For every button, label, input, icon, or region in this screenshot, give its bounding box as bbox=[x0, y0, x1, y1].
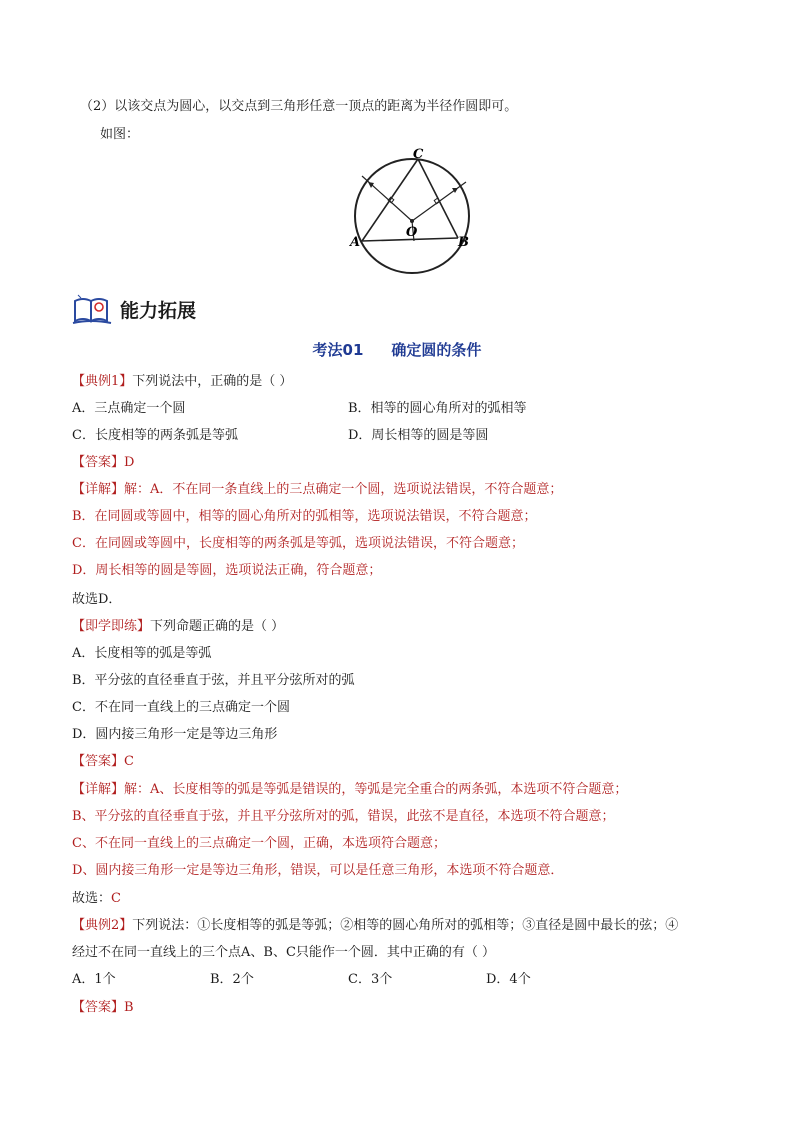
arrow-left bbox=[368, 182, 374, 188]
book-icon bbox=[72, 293, 112, 325]
ex1-detail-line-4: D．周长相等的圆是等圆，选项说法正确，符合题意； bbox=[72, 563, 382, 578]
practice-tag: 【即学即练】 bbox=[72, 619, 151, 634]
label-a: A bbox=[350, 235, 361, 250]
ex1-question bbox=[72, 373, 292, 391]
practice-answer-tag: 【答案】 bbox=[72, 754, 125, 769]
intro-step2: （2）以该交点为圆心，以交点到三角形任意一顶点的距离为半径作圆即可。 bbox=[80, 99, 518, 114]
practice-detail-line-1 bbox=[72, 781, 627, 799]
practice-question bbox=[72, 618, 284, 636]
practice-detail-text-1: 解：A、长度相等的弧是等弧是错误的，等弧是完全重合的两条弧，本选项不符合题意； bbox=[124, 782, 628, 797]
practice-question-text: 下列命题正确的是（ ） bbox=[150, 619, 285, 634]
ex2-question-line-1 bbox=[72, 917, 678, 935]
ex1-answer-value: D bbox=[124, 455, 135, 470]
ex2-answer-value: B bbox=[124, 1000, 134, 1015]
ex1-detail-line-1 bbox=[72, 481, 562, 499]
ex1-option-b: B．相等的圆心角所对的弧相等 bbox=[348, 401, 527, 416]
ex1-option-a: A．三点确定一个圆 bbox=[72, 401, 186, 416]
practice-answer-value: C bbox=[124, 754, 134, 769]
practice-option-b: B．平分弦的直径垂直于弦，并且平分弦所对的弧 bbox=[72, 673, 355, 688]
ex2-option-a: A．1个 bbox=[72, 972, 116, 987]
section-title: 能力拓展 bbox=[120, 299, 197, 322]
ex1-option-c: C．长度相等的两条弧是等弧 bbox=[72, 428, 238, 443]
practice-conclusion bbox=[72, 890, 121, 908]
practice-conclusion-prefix: 故选： bbox=[72, 891, 112, 906]
ex2-option-b: B．2个 bbox=[210, 972, 254, 987]
ex2-option-c: C．3个 bbox=[348, 972, 393, 987]
ex1-tag: 【典例1】 bbox=[72, 374, 133, 389]
practice-option-a: A．长度相等的弧是等弧 bbox=[72, 646, 212, 661]
ex2-answer-tag: 【答案】 bbox=[72, 1000, 125, 1015]
intro-as-figure: 如图： bbox=[100, 127, 140, 142]
practice-detail-line-3: C、不在同一直线上的三点确定一个圆，正确，本选项符合题意； bbox=[72, 836, 446, 851]
label-b: B bbox=[458, 235, 469, 250]
kaofa-title: 确定圆的条件 bbox=[391, 341, 482, 359]
label-o: O bbox=[406, 225, 418, 240]
kaofa-number: 考法01 bbox=[312, 341, 364, 359]
ex1-detail-line-2: B．在同圆或等圆中，相等的圆心角所对的弧相等，选项说法错误，不符合题意； bbox=[72, 509, 537, 524]
practice-answer bbox=[72, 753, 134, 771]
center-point bbox=[410, 219, 414, 223]
practice-detail-line-4: D、圆内接三角形一定是等边三角形，错误，可以是任意三角形，本选项不符合题意． bbox=[72, 863, 564, 878]
practice-option-c: C．不在同一直线上的三点确定一个圆 bbox=[72, 700, 290, 715]
ex2-answer bbox=[72, 999, 134, 1017]
practice-detail-tag: 【详解】 bbox=[72, 782, 125, 797]
practice-detail-line-2: B、平分弦的直径垂直于弦，并且平分弦所对的弧，错误，此弦不是直径，本选项不符合题意； bbox=[72, 809, 615, 824]
ex1-answer bbox=[72, 454, 134, 472]
practice-conclusion-value: C bbox=[111, 891, 121, 906]
ex1-answer-tag: 【答案】 bbox=[72, 455, 125, 470]
ex1-detail-text-1: 解：A．不在同一条直线上的三点确定一个圆，选项说法错误，不符合题意； bbox=[124, 482, 563, 497]
kaofa-heading bbox=[0, 339, 794, 360]
practice-option-d: D．圆内接三角形一定是等边三角形 bbox=[72, 727, 278, 742]
circle-triangle-figure bbox=[340, 146, 480, 276]
ex2-option-d: D．4个 bbox=[486, 972, 531, 987]
section-heading bbox=[72, 292, 196, 326]
ex1-detail-tag: 【详解】 bbox=[72, 482, 125, 497]
arrow-right bbox=[452, 188, 458, 193]
ex1-conclusion: 故选D． bbox=[72, 592, 122, 607]
ex2-tag: 【典例2】 bbox=[72, 918, 133, 933]
circumcircle bbox=[355, 159, 469, 273]
ex2-question-line-2: 经过不在同一直线上的三个点A、B、C只能作一个圆．其中正确的有（ ） bbox=[72, 945, 496, 960]
label-c: C bbox=[413, 147, 424, 162]
ex2-question-text-1: 下列说法：①长度相等的弧是等弧；②相等的圆心角所对的弧相等；③直径是圆中最长的弦；④ bbox=[132, 918, 679, 933]
ex1-option-d: D．周长相等的圆是等圆 bbox=[348, 428, 489, 443]
ex1-detail-line-3: C．在同圆或等圆中，长度相等的两条弧是等弧，选项说法错误，不符合题意； bbox=[72, 536, 524, 551]
ex1-question-text: 下列说法中，正确的是（ ） bbox=[132, 374, 293, 389]
